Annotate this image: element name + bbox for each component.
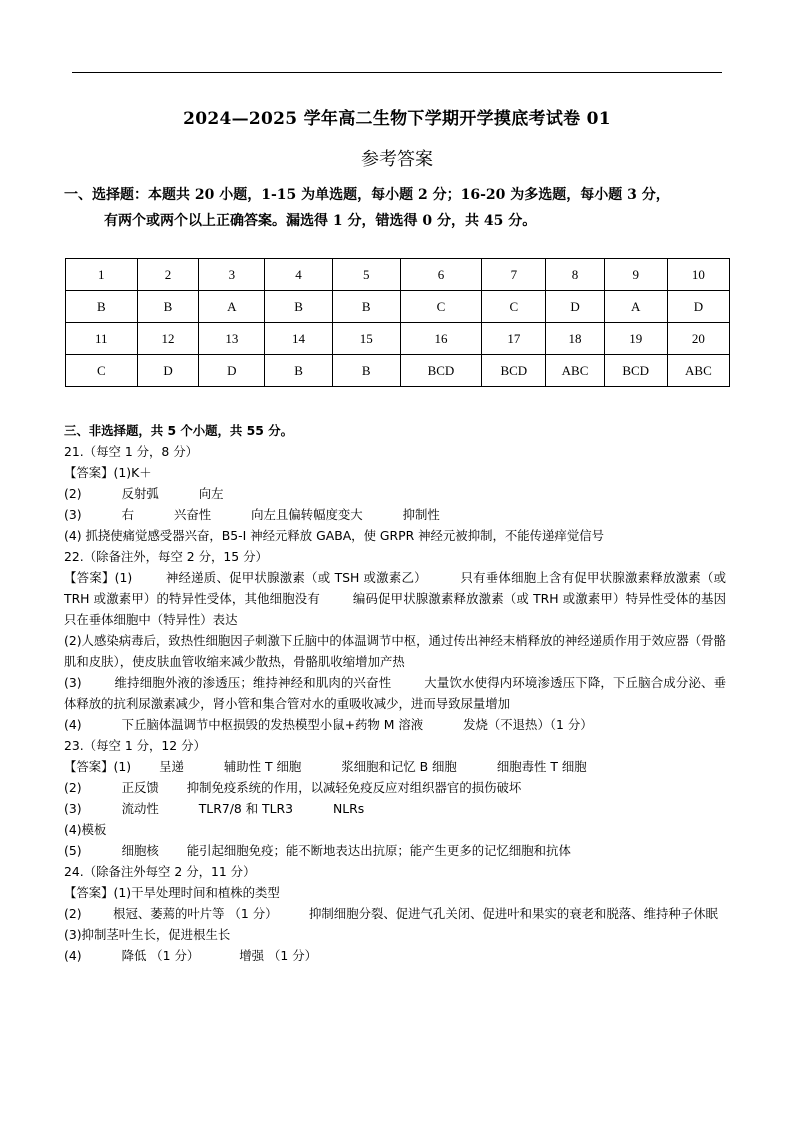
answer-cell: BCD xyxy=(604,355,667,387)
answer-cell: B xyxy=(66,291,138,323)
q23-a1-part2: 辅助性 T 细胞 xyxy=(223,759,302,774)
answer-cell: B xyxy=(332,355,400,387)
q23-answer-2 xyxy=(64,777,726,798)
q23-a3-num: (3) xyxy=(64,801,82,816)
answer-cell: ABC xyxy=(546,355,604,387)
q23-a2-part1: 正反馈 xyxy=(121,780,159,795)
q23-a3-part3: NLRs xyxy=(333,801,365,816)
section1-line1: 一、选择题：本题共 20 小题，1-15 为单选题，每小题 2 分；16-20 为多选题，每小题 3 分， xyxy=(64,187,670,203)
page-title: 2024—2025 学年高二生物下学期开学摸底考试卷 01 xyxy=(183,109,611,129)
q21-a3-part2: 兴奋性 xyxy=(173,507,212,522)
answer-cell: B xyxy=(265,355,333,387)
section1-instructions xyxy=(64,182,724,234)
question-number-cell: 2 xyxy=(137,259,199,291)
question-number-cell: 5 xyxy=(332,259,400,291)
q21-answer-1: 【答案】(1)K＋ xyxy=(64,465,152,480)
question-number-cell: 6 xyxy=(400,259,482,291)
header-rule xyxy=(72,72,722,73)
q21-answer-3 xyxy=(64,504,726,525)
q23-a1-part4: 细胞毒性 T 细胞 xyxy=(496,759,587,774)
q24-answer-3: (3)抑制茎叶生长，促进根生长 xyxy=(64,927,231,942)
answer-cell: ABC xyxy=(667,355,729,387)
answer-table-row xyxy=(66,355,730,387)
question-number-cell: 20 xyxy=(667,323,729,355)
answer-table-row xyxy=(66,323,730,355)
q21-header: 21.（每空 1 分，8 分） xyxy=(64,444,199,459)
q23-a5-part2: 能引起细胞免疫；能不断地表达出抗原；能产生更多的记忆细胞和抗体 xyxy=(186,843,571,858)
q22-a4-num: (4) xyxy=(64,717,82,732)
q24-answer-1: 【答案】(1)干旱处理时间和植株的类型 xyxy=(64,885,280,900)
q23-header: 23.（每空 1 分，12 分） xyxy=(64,738,206,753)
q24-a4-part1: 降低 （1 分） xyxy=(121,948,200,963)
q21-a3-num: (3) xyxy=(64,507,82,522)
answer-cell: BCD xyxy=(400,355,482,387)
question-number-cell: 3 xyxy=(199,259,265,291)
q23-a5-part1: 细胞核 xyxy=(121,843,159,858)
q23-answer-1 xyxy=(64,756,726,777)
q21-answer-2 xyxy=(64,483,726,504)
answer-cell: BCD xyxy=(482,355,546,387)
answer-table-row xyxy=(66,259,730,291)
answer-cell: D xyxy=(667,291,729,323)
answer-cell: B xyxy=(332,291,400,323)
q23-a1-num: 【答案】(1) xyxy=(64,759,132,774)
q22-answer-2: (2)人感染病毒后，致热性细胞因子刺激下丘脑中的体温调节中枢，通过传出神经末梢释放的神经递质作用于效应器（骨骼肌和皮肤），使皮肤血管收缩来减少散热，骨骼肌收缩增加产热 xyxy=(64,633,726,669)
question-number-cell: 10 xyxy=(667,259,729,291)
q24-header: 24.（除备注外每空 2 分，11 分） xyxy=(64,864,256,879)
question-number-cell: 9 xyxy=(604,259,667,291)
q22-answer-1: 【答案】(1) 神经递质、促甲状腺激素（或 TSH 或激素乙） 只有垂体细胞上含有促甲状腺激素释放激素（或 TRH 或激素甲）的特异性受体，其他细胞没有 编码促甲状腺激素释放激素（或 TRH 或激素甲）特异性受体的基因只在垂体细胞中（特异性）表达 xyxy=(64,570,730,627)
question-number-cell: 19 xyxy=(604,323,667,355)
q21-a2-num: (2) xyxy=(64,486,82,501)
page-subtitle: 参考答案 xyxy=(361,149,433,170)
question-number-cell: 11 xyxy=(66,323,138,355)
q23-a5-num: (5) xyxy=(64,843,82,858)
q23-a2-num: (2) xyxy=(64,780,82,795)
answer-cell: C xyxy=(66,355,138,387)
answer-cell: A xyxy=(199,291,265,323)
question-number-cell: 14 xyxy=(265,323,333,355)
answer-cell: D xyxy=(546,291,604,323)
answer-cell: A xyxy=(604,291,667,323)
q22-a4-part1: 下丘脑体温调节中枢损毁的发热模型小鼠+药物 M 溶液 xyxy=(121,717,424,732)
q22-answer-4 xyxy=(64,714,726,735)
question-number-cell: 15 xyxy=(332,323,400,355)
question-number-cell: 17 xyxy=(482,323,546,355)
question-number-cell: 13 xyxy=(199,323,265,355)
q23-a3-part1: 流动性 xyxy=(121,801,159,816)
q21-answer-4: (4) 抓挠使痛觉感受器兴奋，B5-I 神经元释放 GABA，使 GRPR 神经元被抑制，不能传递痒觉信号 xyxy=(64,528,604,543)
q22-a4-part2: 发烧（不退热）（1 分） xyxy=(463,717,593,732)
question-number-cell: 4 xyxy=(265,259,333,291)
q21-a3-part1: 右 xyxy=(121,507,134,522)
q23-a1-part1: 呈递 xyxy=(159,759,184,774)
answer-cell: D xyxy=(199,355,265,387)
answer-cell: B xyxy=(137,291,199,323)
q24-answer-2: (2) 根冠、萎蔫的叶片等 （1 分） 抑制细胞分裂、促进气孔关闭、促进叶和果实的衰老和脱落、维持种子休眠 xyxy=(64,906,718,921)
answer-table-row xyxy=(66,291,730,323)
answer-table xyxy=(65,258,730,387)
question-number-cell: 18 xyxy=(546,323,604,355)
q23-a2-part2: 抑制免疫系统的作用，以减轻免疫反应对组织器官的损伤破坏 xyxy=(186,780,522,795)
question-number-cell: 8 xyxy=(546,259,604,291)
question-number-cell: 12 xyxy=(137,323,199,355)
q22-answer-3: (3) 维持细胞外液的渗透压；维持神经和肌肉的兴奋性 大量饮水使得内环境渗透压下降，下丘脑合成分泌、垂体释放的抗利尿激素减少，肾小管和集合管对水的重吸收减少，进而导致尿量增加 xyxy=(64,675,726,711)
answer-cell: D xyxy=(137,355,199,387)
q22-header: 22.（除备注外，每空 2 分，15 分） xyxy=(64,549,268,564)
answers-body xyxy=(64,420,730,966)
q24-answer-4 xyxy=(64,945,726,966)
q23-answer-4: (4)模板 xyxy=(64,822,107,837)
q21-a3-part3: 向左且偏转幅度变大 xyxy=(251,507,363,522)
q23-answer-3 xyxy=(64,798,726,819)
q24-a4-num: (4) xyxy=(64,948,82,963)
q23-a3-part2: TLR7/8 和 TLR3 xyxy=(198,801,293,816)
section3-heading: 三、非选择题，共 5 个小题，共 55 分。 xyxy=(64,423,293,438)
question-number-cell: 7 xyxy=(482,259,546,291)
q24-a4-part2: 增强 （1 分） xyxy=(239,948,317,963)
q23-a1-part3: 浆细胞和记忆 B 细胞 xyxy=(341,759,457,774)
question-number-cell: 16 xyxy=(400,323,482,355)
q21-a3-part4: 抑制性 xyxy=(402,507,440,522)
question-number-cell: 1 xyxy=(66,259,138,291)
answer-cell: C xyxy=(482,291,546,323)
q21-a2-part1: 反射弧 xyxy=(121,486,159,501)
answer-cell: C xyxy=(400,291,482,323)
q23-answer-5 xyxy=(64,840,726,861)
answer-cell: B xyxy=(265,291,333,323)
section1-line2: 有两个或两个以上正确答案。漏选得 1 分，错选得 0 分，共 45 分。 xyxy=(104,213,537,229)
q21-a2-part2: 向左 xyxy=(198,486,224,501)
